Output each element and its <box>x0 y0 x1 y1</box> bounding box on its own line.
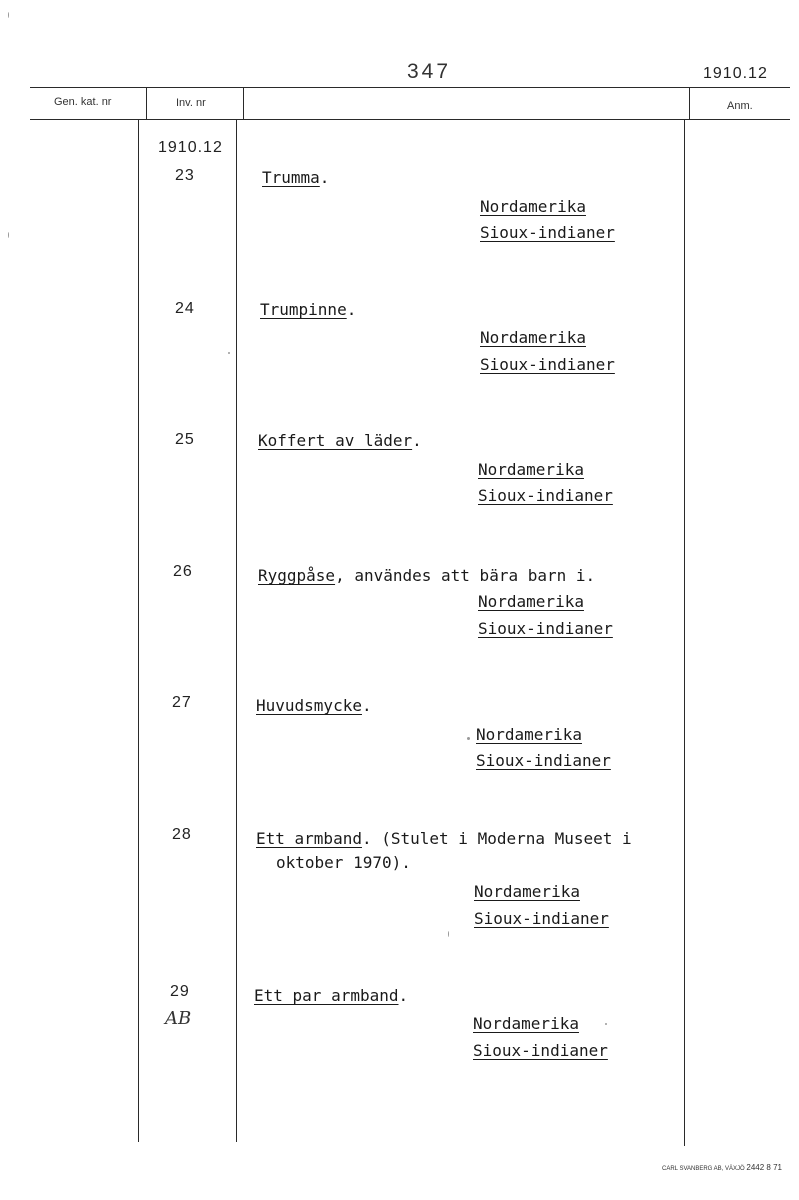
printer-name: CARL SVANBERG AB, VÄXJÖ <box>662 1166 745 1172</box>
people: Sioux-indianer <box>474 909 609 928</box>
region: Nordamerika <box>480 328 586 347</box>
region: Nordamerika <box>476 725 582 744</box>
region: Nordamerika <box>478 592 584 611</box>
object-name: Ryggpåse <box>258 566 336 585</box>
scan-speck <box>605 1023 607 1025</box>
region: Nordamerika <box>480 197 586 216</box>
page-number: 347 <box>407 60 452 83</box>
header-accession-year: 1910.12 <box>703 65 768 82</box>
people: Sioux-indianer <box>478 619 613 638</box>
scan-speck <box>448 931 449 937</box>
object-description-rest: . <box>361 696 372 715</box>
header-divider-2 <box>243 88 244 120</box>
object-name: Ett par armband <box>254 986 399 1005</box>
column-line-gen-kat <box>138 120 139 1142</box>
object-name: Koffert av läder <box>258 431 413 450</box>
inv-number: 28 <box>172 826 192 843</box>
object-name: Trumma <box>262 168 320 187</box>
people: Sioux-indianer <box>480 223 615 242</box>
handwritten-note: AB <box>165 1008 192 1029</box>
object-description <box>260 300 356 319</box>
inv-number: 24 <box>175 300 195 317</box>
column-line-anm <box>684 120 685 1146</box>
people: Sioux-indianer <box>478 486 613 505</box>
object-description <box>262 168 329 187</box>
inv-number: 29 <box>170 983 190 1000</box>
object-name: Huvudsmycke <box>256 696 362 715</box>
object-description-rest: . <box>319 168 330 187</box>
column-header-gen-kat: Gen. kat. nr <box>54 96 112 108</box>
accession-prefix: 1910.12 <box>158 139 223 156</box>
column-header-inv: Inv. nr <box>176 97 206 109</box>
region: Nordamerika <box>478 460 584 479</box>
region: Nordamerika <box>473 1014 579 1033</box>
header-divider-1 <box>146 88 147 120</box>
object-description <box>256 696 372 715</box>
people: Sioux-indianer <box>473 1041 608 1060</box>
scan-speck <box>228 352 230 354</box>
column-line-inv <box>236 120 237 1142</box>
object-description <box>256 829 632 848</box>
scan-speck <box>8 232 9 238</box>
column-header-anm: Anm. <box>727 100 753 112</box>
object-description-continued: oktober 1970). <box>276 853 411 872</box>
object-description <box>258 566 595 585</box>
object-description-rest: . <box>398 986 409 1005</box>
inv-number: 23 <box>175 167 195 184</box>
header-bottom-rule <box>30 119 790 120</box>
scan-speck <box>8 12 9 18</box>
region: Nordamerika <box>474 882 580 901</box>
object-name: Ett armband <box>256 829 362 848</box>
people: Sioux-indianer <box>476 751 611 770</box>
object-name: Trumpinne <box>260 300 347 319</box>
header-divider-3 <box>689 88 690 120</box>
inv-number: 26 <box>173 563 193 580</box>
object-description-rest: . (Stulet i Moderna Museet i <box>361 829 632 848</box>
object-description-rest: . <box>412 431 422 450</box>
printer-imprint <box>662 1163 782 1172</box>
inv-number: 25 <box>175 431 195 448</box>
inv-number: 27 <box>172 694 192 711</box>
object-description <box>258 431 422 450</box>
form-number: 2442 8 71 <box>746 1163 782 1172</box>
object-description <box>254 986 408 1005</box>
header-top-rule <box>30 87 790 88</box>
people: Sioux-indianer <box>480 355 615 374</box>
object-description-rest: , användes att bära barn i. <box>335 566 596 585</box>
scan-speck <box>467 737 470 740</box>
object-description-rest: . <box>346 300 357 319</box>
